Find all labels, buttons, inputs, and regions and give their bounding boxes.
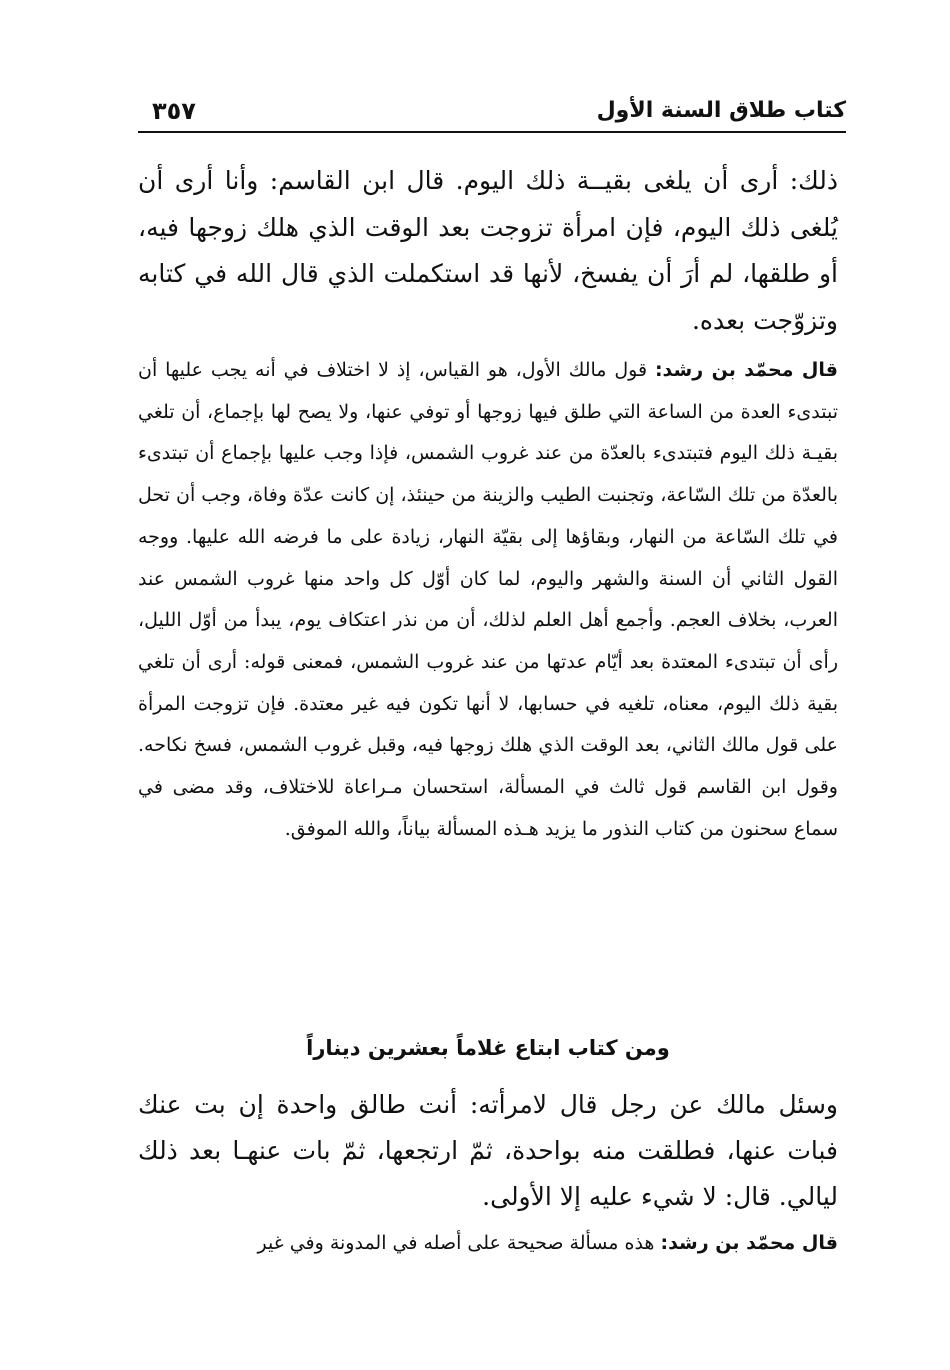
paragraph-1 [138,158,838,344]
page-header [138,96,846,132]
page-number: ٣٥٧ [152,97,196,125]
paragraph-4-text [138,1222,838,1264]
paragraph-3-text: وسئل مالك عن رجل قال لامرأته: أنت طالق واحدة إن بت عنك فبات عنها، فطلقت منه بواحدة، ثمّ ارتجعها، ثمّ بات عنهـا بعد ذلك ليالي. قال: لا شيء عليه إلا الأولى. [138,1090,838,1211]
paragraph-1-text: ذلك: أرى أن يلغى بقيــة ذلك اليوم. قال ابن القاسم: وأنا أرى أن يُلغى ذلك اليوم، فإن امرأة تزوجت بعد الوقت الذي هلك زوجها فيه، أو طلقها، لم أرَ أن يفسخ، لأنها قد استكملت الذي قال الله في كتابه وتزوّجت بعده. [138,166,838,335]
running-title: كتاب طلاق السنة الأول [596,98,846,123]
paragraph-2-body: قول مالك الأول، هو القياس، إذ لا اختلاف في أنه يجب عليها أن تبتدىء العدة من الساعة التي طلق فيها زوجها أو توفي عنها، ولا يصح لها بإجماع، أن تلغي بقيـة ذلك اليوم فتبتدىء بالعدّة من عند غروب الشمس، فإذا وجب عليها بإجماع أن تبتدىء بالعدّة من تلك السّاعة، وتجنبت الطيب والزينة من حينئذ، إن كانت عدّة وفاة، وجب أن تحل في تلك السّاعة من النهار، وبقاؤها إلى بقيّة النهار، زيادة على ما فرضه الله عليها. ووجه القول الثاني أن السنة والشهر واليوم، لما كان أوّل كل واحد منها غروب الشمس عند العرب، بخلاف العجم. وأجمع أهل العلم لذلك، أن من نذر اعتكاف يوم، يبدأ من أوّل الليل، رأى أن تبتدىء المعتدة بعد أيّام عدتها من عند غروب الشمس، فمعنى قوله: أرى أن تلغي بقية ذلك اليوم، معناه، تلغيه في حسابها، لا أنها تكون فيه غير معتدة. فإن تزوجت المرأة على قول مالك الثاني، بعد الوقت الذي هلك زوجها فيه، وقبل غروب الشمس، فسخ نكاحه. وقول ابن القاسم قول ثالث في المسألة، استحسان مـراعاة للاختلاف، وقد مضى في سماع سحنون من كتاب النذور ما يزيد هـذه المسألة بياناً، والله الموفق. [138,359,838,840]
header-rule [138,131,846,133]
paragraph-2-text [138,350,838,850]
paragraph-4-speaker: قال محمّد بن رشد: [660,1232,838,1254]
paragraph-2 [138,350,838,850]
paragraph-2-speaker: قال محمّد بن رشد: [654,359,838,381]
paragraph-4-body: هذه مسألة صحيحة على أصله في المدونة وفي غير [257,1232,655,1254]
paragraph-4 [138,1222,838,1264]
paragraph-3 [138,1082,838,1220]
section-heading: ومن كتاب ابتاع غلاماً بعشرين ديناراً [306,1036,670,1060]
